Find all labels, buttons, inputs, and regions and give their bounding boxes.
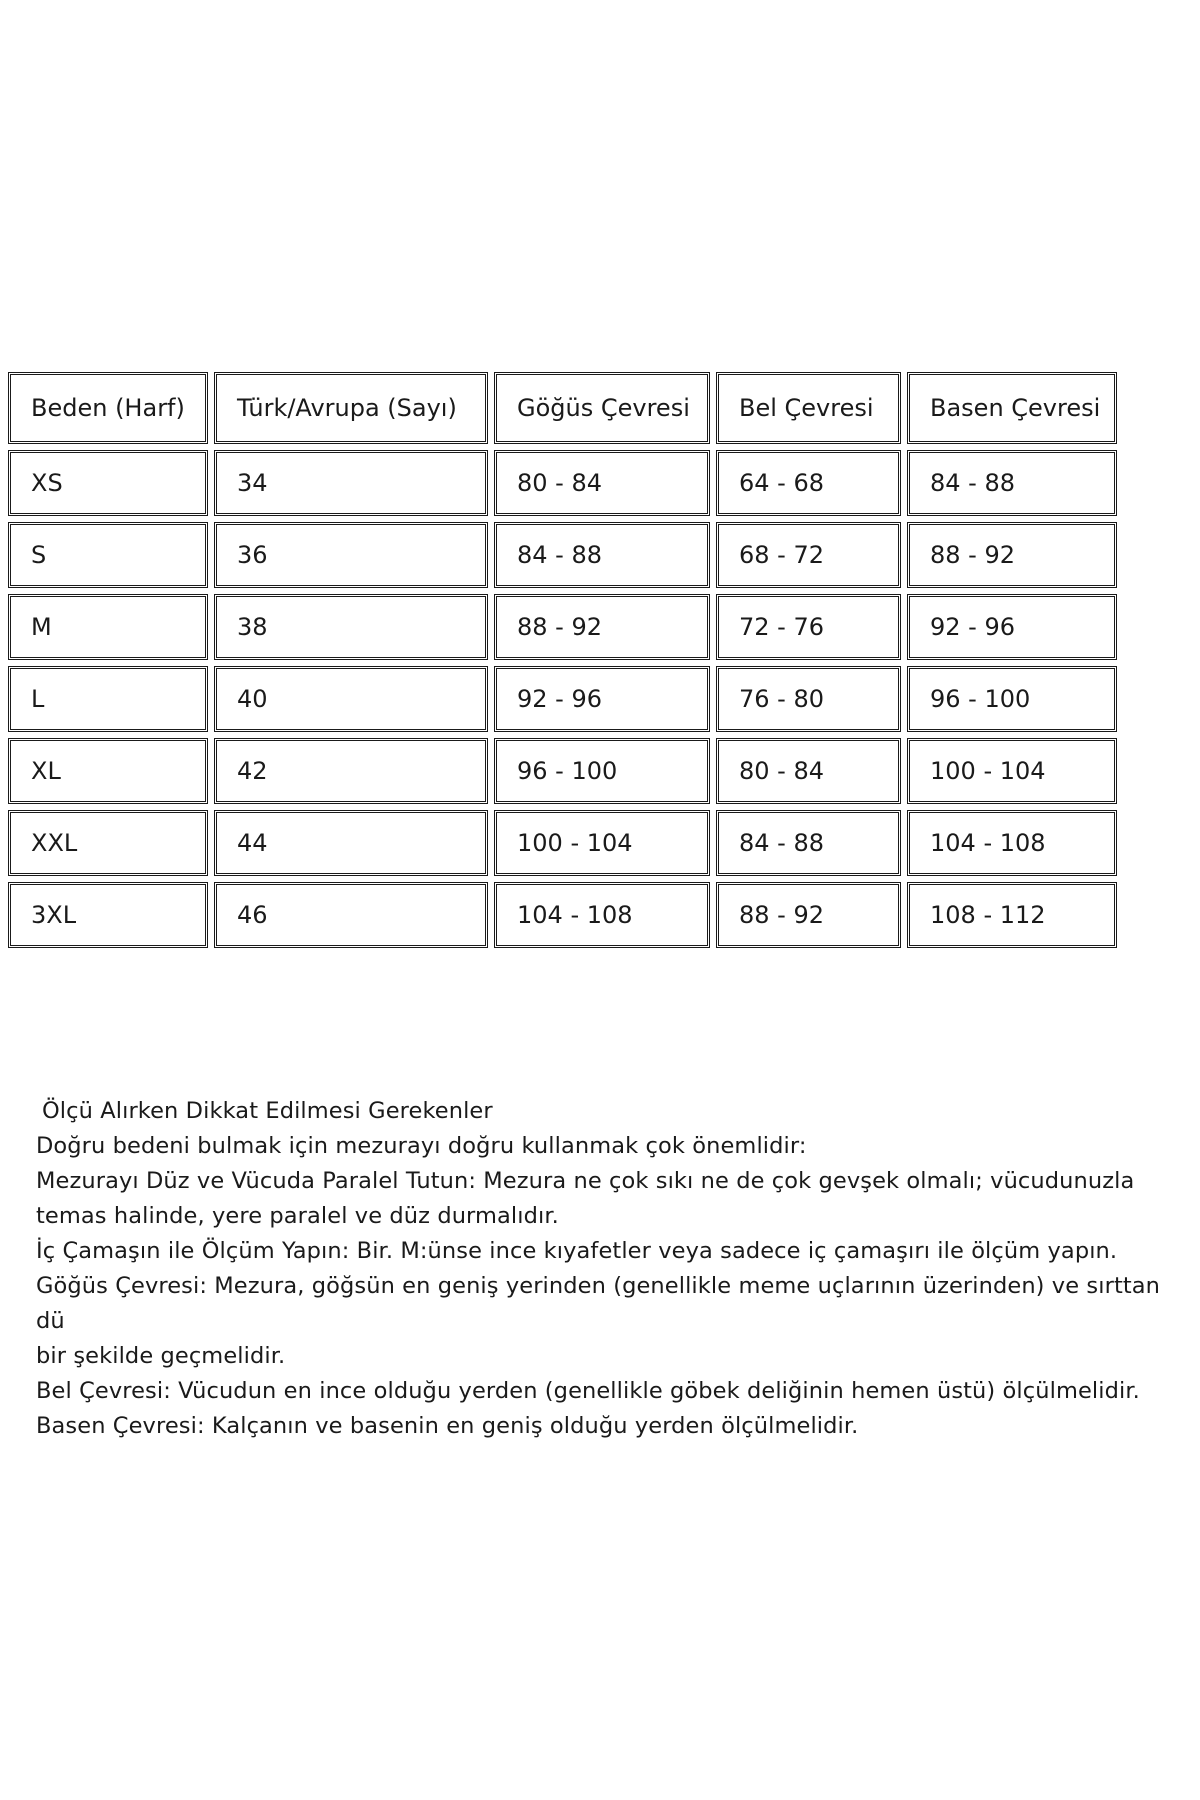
size-chart-table (2, 366, 1123, 954)
cell-waist: 72 - 76 (716, 594, 901, 660)
notes-line: Basen Çevresi: Kalçanın ve basenin en geniş olduğu yerden ölçülmelidir. (36, 1413, 859, 1439)
cell-size-number: 34 (214, 450, 488, 516)
cell-waist: 76 - 80 (716, 666, 901, 732)
cell-size-number: 38 (214, 594, 488, 660)
cell-size-number: 46 (214, 882, 488, 948)
cell-size-number: 42 (214, 738, 488, 804)
cell-chest: 80 - 84 (494, 450, 710, 516)
header-size-letter: Beden (Harf) (8, 372, 208, 444)
table-row (8, 882, 1117, 948)
cell-waist: 64 - 68 (716, 450, 901, 516)
cell-chest: 92 - 96 (494, 666, 710, 732)
cell-size-number: 36 (214, 522, 488, 588)
cell-hip: 104 - 108 (907, 810, 1117, 876)
table-row (8, 666, 1117, 732)
cell-hip: 100 - 104 (907, 738, 1117, 804)
table-row (8, 450, 1117, 516)
cell-hip: 108 - 112 (907, 882, 1117, 948)
notes-line: temas halinde, yere paralel ve düz durmalıdır. (36, 1203, 559, 1229)
notes-heading: Ölçü Alırken Dikkat Edilmesi Gerekenler (42, 1098, 493, 1124)
table-row (8, 594, 1117, 660)
cell-chest: 100 - 104 (494, 810, 710, 876)
cell-size-number: 40 (214, 666, 488, 732)
cell-waist: 84 - 88 (716, 810, 901, 876)
cell-hip: 96 - 100 (907, 666, 1117, 732)
table-row (8, 522, 1117, 588)
notes-line: Mezurayı Düz ve Vücuda Paralel Tutun: Mezura ne çok sıkı ne de çok gevşek olmalı; vücudunuzla (36, 1168, 1135, 1194)
measurement-notes (36, 1094, 1196, 1444)
header-size-number: Türk/Avrupa (Sayı) (214, 372, 488, 444)
cell-size-letter: 3XL (8, 882, 208, 948)
notes-line: bir şekilde geçmelidir. (36, 1343, 286, 1369)
cell-hip: 84 - 88 (907, 450, 1117, 516)
table-row (8, 810, 1117, 876)
cell-size-letter: L (8, 666, 208, 732)
cell-chest: 84 - 88 (494, 522, 710, 588)
cell-size-letter: XL (8, 738, 208, 804)
cell-size-number: 44 (214, 810, 488, 876)
cell-hip: 92 - 96 (907, 594, 1117, 660)
cell-chest: 88 - 92 (494, 594, 710, 660)
cell-size-letter: S (8, 522, 208, 588)
header-chest: Göğüs Çevresi (494, 372, 710, 444)
cell-size-letter: XS (8, 450, 208, 516)
cell-hip: 88 - 92 (907, 522, 1117, 588)
notes-line: Bel Çevresi: Vücudun en ince olduğu yerden (genellikle göbek deliğinin hemen üstü) ölçülmelidir. (36, 1378, 1140, 1404)
cell-chest: 104 - 108 (494, 882, 710, 948)
notes-line: Göğüs Çevresi: Mezura, göğsün en geniş yerinden (genellikle meme uçlarının üzerinden) ve sırttan dü (36, 1273, 1161, 1334)
cell-chest: 96 - 100 (494, 738, 710, 804)
notes-line: Doğru bedeni bulmak için mezurayı doğru kullanmak çok önemlidir: (36, 1133, 807, 1159)
table-row (8, 738, 1117, 804)
cell-waist: 88 - 92 (716, 882, 901, 948)
cell-waist: 68 - 72 (716, 522, 901, 588)
header-hip: Basen Çevresi (907, 372, 1117, 444)
cell-size-letter: M (8, 594, 208, 660)
header-waist: Bel Çevresi (716, 372, 901, 444)
notes-line: İç Çamaşın ile Ölçüm Yapın: Bir. M:ünse ince kıyafetler veya sadece iç çamaşırı ile ölçüm yapın. (36, 1238, 1118, 1264)
cell-waist: 80 - 84 (716, 738, 901, 804)
cell-size-letter: XXL (8, 810, 208, 876)
table-header-row (8, 372, 1117, 444)
